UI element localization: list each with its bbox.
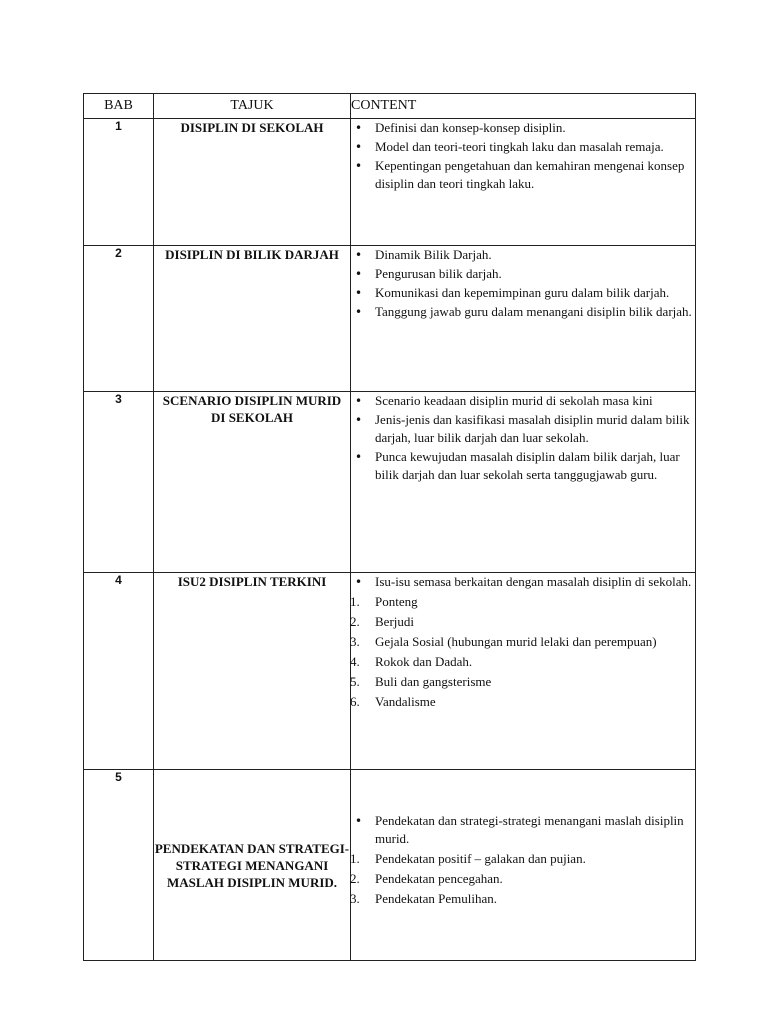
bullet-item: [375, 284, 695, 302]
bullet-text: Isu-isu semasa berkaitan dengan masalah disiplin di sekolah.: [375, 574, 692, 589]
bab-cell: [84, 246, 154, 392]
item-text: Pendekatan pencegahan.: [375, 871, 503, 886]
tajuk-cell: SCENARIO DISIPLIN MURID DI SEKOLAH: [154, 392, 351, 573]
numbered-list: [350, 849, 695, 909]
bullet-item: [350, 573, 695, 712]
bab-number: 2: [115, 246, 122, 260]
bullet-text: Definisi dan konsep-konsep disiplin.: [375, 120, 566, 135]
item-text: Gejala Sosial (hubungan murid lelaki dan perempuan): [375, 634, 657, 649]
bab-cell: [84, 392, 154, 573]
table-row: [84, 246, 696, 392]
item-text: Ponteng: [375, 594, 418, 609]
content-cell: [351, 119, 696, 246]
table-row: [84, 392, 696, 573]
bab-number: 4: [115, 573, 122, 587]
bullet-text: Scenario keadaan disiplin murid di sekolah masa kini: [375, 393, 653, 408]
bullet-item: [375, 411, 695, 447]
bullet-list: [351, 392, 695, 484]
bullet-text: Kepentingan pengetahuan dan kemahiran mengenai konsep disiplin dan teori tingkah laku.: [375, 158, 685, 191]
numbered-item: [350, 652, 695, 672]
numbered-item: [350, 869, 695, 889]
tajuk-cell: DISIPLIN DI SEKOLAH: [154, 119, 351, 246]
bab-cell: [84, 119, 154, 246]
item-number: 1.: [350, 851, 360, 866]
item-number: 5.: [350, 674, 360, 689]
item-number: 2.: [350, 871, 360, 886]
bullet-text: Dinamik Bilik Darjah.: [375, 247, 492, 262]
numbered-item: [350, 672, 695, 692]
tajuk-cell: ISU2 DISIPLIN TERKINI: [154, 573, 351, 770]
numbered-item: [350, 592, 695, 612]
item-number: 4.: [350, 654, 360, 669]
tajuk-cell: DISIPLIN DI BILIK DARJAH: [154, 246, 351, 392]
item-text: Berjudi: [375, 614, 414, 629]
table-body: [84, 119, 696, 961]
bullet-item: [375, 119, 695, 137]
table-header-row: [84, 94, 696, 119]
numbered-list: [350, 592, 695, 712]
bullet-text: Komunikasi dan kepemimpinan guru dalam bilik darjah.: [375, 285, 670, 300]
bullet-item: [375, 448, 695, 484]
bullet-list: [351, 573, 695, 712]
bullet-text: Pengurusan bilik darjah.: [375, 266, 502, 281]
bullet-text: Punca kewujudan masalah disiplin dalam bilik darjah, luar bilik darjah dan luar sekolah serta tanggugjawab guru.: [375, 449, 680, 482]
bullet-item: [375, 265, 695, 283]
numbered-item: [350, 849, 695, 869]
bullet-item: [375, 392, 695, 410]
item-text: Buli dan gangsterisme: [375, 674, 492, 689]
syllabus-table: [83, 93, 696, 961]
numbered-item: [350, 889, 695, 909]
content-cell: [351, 573, 696, 770]
item-number: 1.: [350, 594, 360, 609]
bullet-item: [350, 812, 695, 909]
header-content: CONTENT: [351, 94, 696, 119]
bab-number: 1: [115, 119, 122, 133]
header-bab: BAB: [84, 94, 154, 119]
item-number: 3.: [350, 634, 360, 649]
item-text: Pendekatan positif – galakan dan pujian.: [375, 851, 586, 866]
item-text: Rokok dan Dadah.: [375, 654, 473, 669]
header-tajuk: TAJUK: [154, 94, 351, 119]
tajuk-cell: PENDEKATAN DAN STRATEGI-STRATEGI MENANGANI MASLAH DISIPLIN MURID.: [154, 770, 351, 961]
numbered-item: [350, 612, 695, 632]
bullet-item: [375, 246, 695, 264]
bullet-text: Pendekatan dan strategi-strategi menangani maslah disiplin murid.: [375, 813, 684, 846]
bullet-text: Model dan teori-teori tingkah laku dan masalah remaja.: [375, 139, 664, 154]
content-cell: [351, 246, 696, 392]
content-cell: [351, 392, 696, 573]
numbered-item: [350, 632, 695, 652]
table-row: [84, 119, 696, 246]
bullet-list: [351, 246, 695, 321]
content-cell: [351, 770, 696, 961]
item-text: Pendekatan Pemulihan.: [375, 891, 498, 906]
bab-cell: [84, 573, 154, 770]
bullet-item: [375, 138, 695, 156]
bullet-text: Tanggung jawab guru dalam menangani disiplin bilik darjah.: [375, 304, 692, 319]
bab-number: 5: [115, 770, 122, 784]
item-number: 3.: [350, 891, 360, 906]
bab-cell: [84, 770, 154, 961]
table-row: [84, 573, 696, 770]
bullet-item: [375, 157, 695, 193]
numbered-item: [350, 692, 695, 712]
bullet-list: [351, 119, 695, 193]
item-number: 2.: [350, 614, 360, 629]
item-number: 6.: [350, 694, 360, 709]
bullet-text: Jenis-jenis dan kasifikasi masalah disiplin murid dalam bilik darjah, luar bilik darjah dan luar sekolah.: [375, 412, 690, 445]
bab-number: 3: [115, 392, 122, 406]
table-row: [84, 770, 696, 961]
bullet-list: [351, 812, 695, 909]
item-text: Vandalisme: [375, 694, 436, 709]
bullet-item: [375, 303, 695, 321]
